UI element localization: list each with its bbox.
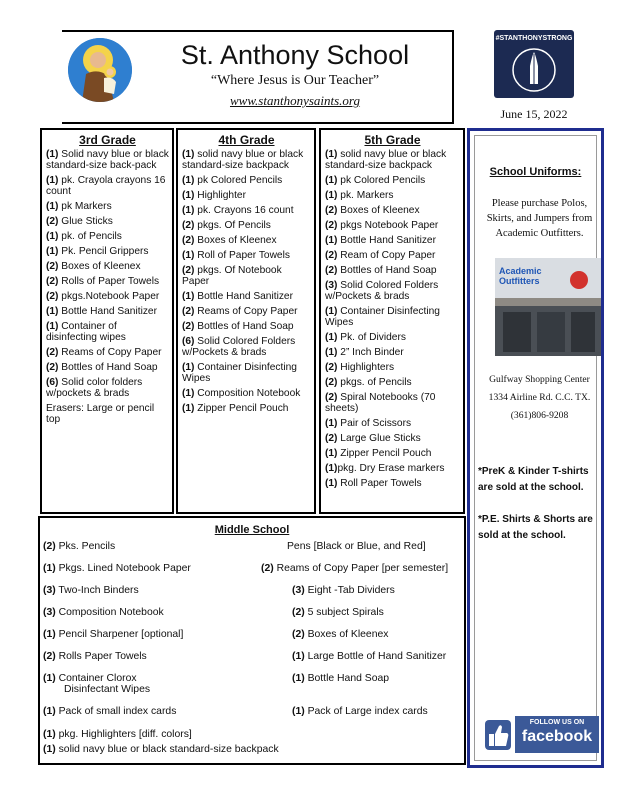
supply-item: (1) Bottle Hand Sanitizer bbox=[46, 306, 157, 317]
supply-item: (1) Composition Notebook bbox=[182, 388, 301, 399]
supply-item: (1) pk. Markers bbox=[325, 190, 394, 201]
supply-item: (1) Container of disinfecting wipes bbox=[46, 321, 126, 343]
supply-item: (2) Boxes of Kleenex bbox=[182, 235, 277, 246]
grade-3-column bbox=[40, 128, 174, 514]
supply-item: (2) Reams of Copy Paper bbox=[182, 306, 298, 317]
supply-item: (1) Zipper Pencil Pouch bbox=[182, 403, 289, 414]
supply-item: (1) solid navy blue or black standard-size backpack bbox=[182, 149, 304, 171]
supply-item: (6) Solid Colored Folders w/Pockets & brads bbox=[182, 336, 296, 358]
supply-item: (1) 2” Inch Binder bbox=[325, 347, 404, 358]
ms-item: (3) Two-Inch Binders bbox=[43, 585, 139, 596]
grade-5-title: 5th Grade bbox=[364, 133, 421, 147]
grade-4-column bbox=[176, 128, 316, 514]
supply-item: (2) pkgs Notebook Paper bbox=[325, 220, 439, 231]
ms-item: (2) 5 subject Spirals bbox=[292, 607, 384, 618]
uniforms-title: School Uniforms: bbox=[489, 166, 582, 178]
supply-item: (2) Bottles of Hand Soap bbox=[46, 362, 158, 373]
uniforms-description: Please purchase Polos, Skirts, and Jumpers from Academic Outfitters. bbox=[486, 198, 593, 239]
thumbs-up-icon bbox=[485, 720, 511, 750]
supply-item: (2) Glue Sticks bbox=[46, 216, 113, 227]
supply-item: (2) pkgs.Notebook Paper bbox=[46, 291, 160, 302]
middle-school-section bbox=[38, 516, 466, 765]
ms-item: (1) Large Bottle of Hand Sanitizer bbox=[292, 651, 447, 662]
supply-item: (1) solid navy blue or black standard-size backpack bbox=[325, 149, 447, 171]
ms-item: (1) Container Clorox bbox=[43, 673, 137, 684]
badge-hashtag: #STANTHONYSTRONG bbox=[495, 35, 573, 42]
store-location: Gulfway Shopping Center bbox=[489, 374, 590, 385]
supply-item: (2) pkgs. Of Pencils bbox=[182, 220, 271, 231]
grade-3-list bbox=[46, 149, 169, 425]
store-front-photo bbox=[495, 258, 601, 356]
ms-item: (1) Pack of small index cards bbox=[43, 706, 177, 717]
supply-item: (2) Rolls of Paper Towels bbox=[46, 276, 160, 287]
grade-4-title: 4th Grade bbox=[218, 133, 275, 147]
supply-item: (3) Solid Colored Folders w/Pockets & brads bbox=[325, 280, 439, 302]
supply-item: (1) pk. Crayons 16 count bbox=[182, 205, 294, 216]
middle-school-title: Middle School bbox=[214, 524, 290, 536]
supply-item: (1) Roll Paper Towels bbox=[325, 478, 422, 489]
supply-item: (1) Bottle Hand Sanitizer bbox=[325, 235, 436, 246]
grade-5-column bbox=[319, 128, 465, 514]
praying-hands-icon bbox=[494, 30, 574, 98]
ms-item: (2) Boxes of Kleenex bbox=[292, 629, 389, 640]
ms-item: (2) Pks. Pencils bbox=[43, 541, 116, 552]
supply-item: (1) Pk. Pencil Grippers bbox=[46, 246, 149, 257]
supply-item: (2) Bottles of Hand Soap bbox=[182, 321, 294, 332]
supply-item: (1) Bottle Hand Sanitizer bbox=[182, 291, 293, 302]
supply-item: (1) pk Markers bbox=[46, 201, 112, 212]
document-date: June 15, 2022 bbox=[500, 107, 568, 121]
prek-kinder-note: *PreK & Kinder T-shirts are sold at the school. bbox=[478, 466, 589, 493]
supply-item: (2) Large Glue Sticks bbox=[325, 433, 421, 444]
store-sign: Academic Outfitters bbox=[499, 266, 542, 286]
grade-4-list bbox=[182, 149, 311, 414]
ms-item: (1) Pack of Large index cards bbox=[292, 706, 428, 717]
uniform-panel bbox=[467, 128, 604, 768]
supply-item: (2) Boxes of Kleenex bbox=[46, 261, 141, 272]
fb-follow-text: FOLLOW US ON bbox=[529, 719, 585, 726]
saint-anthony-logo bbox=[68, 38, 132, 102]
supply-item: (1) Container Disinfecting Wipes bbox=[325, 306, 440, 328]
ms-item: (2) Rolls Paper Towels bbox=[43, 651, 147, 662]
facebook-wordmark: facebook bbox=[521, 728, 593, 745]
store-phone: (361)806-9208 bbox=[510, 410, 569, 421]
facebook-follow-banner[interactable] bbox=[485, 716, 599, 753]
ms-item: Pens [Black or Blue, and Red] bbox=[287, 541, 426, 552]
supply-item: (2) pkgs. Of Notebook Paper bbox=[182, 265, 282, 287]
school-website-link[interactable]: www.stanthonysaints.org bbox=[229, 93, 361, 108]
school-name: St. Anthony School bbox=[180, 40, 410, 70]
supply-item: (2) Highlighters bbox=[325, 362, 395, 373]
supply-item: (6) Solid color folders w/pockets & brads bbox=[46, 377, 143, 399]
grade-5-list bbox=[325, 149, 460, 489]
ms-item: (1) Bottle Hand Soap bbox=[292, 673, 390, 684]
supply-item: (1) Zipper Pencil Pouch bbox=[325, 448, 432, 459]
supply-item: (1) Pair of Scissors bbox=[325, 418, 412, 429]
stanthonystrong-badge bbox=[494, 30, 574, 98]
supply-item: Erasers: Large or pencil top bbox=[46, 403, 155, 425]
supply-item: (1) Container Disinfecting Wipes bbox=[182, 362, 297, 384]
ms-item: (1) Pencil Sharpener [optional] bbox=[43, 629, 184, 640]
supply-item: (1) pk Colored Pencils bbox=[182, 175, 283, 186]
supply-item: (1) Roll of Paper Towels bbox=[182, 250, 290, 261]
supply-item: (1) pk Colored Pencils bbox=[325, 175, 426, 186]
supply-item: (1) pk. of Pencils bbox=[46, 231, 122, 242]
supply-item: (2) Spiral Notebooks (70 sheets) bbox=[325, 392, 436, 414]
supply-item: (2) pkgs. of Pencils bbox=[325, 377, 412, 388]
ms-item: (1) Pkgs. Lined Notebook Paper bbox=[43, 563, 191, 574]
supply-item: (2) Boxes of Kleenex bbox=[325, 205, 420, 216]
supply-item: (2) Reams of Copy Paper bbox=[46, 347, 162, 358]
ms-item: (3) Eight -Tab Dividers bbox=[292, 585, 395, 596]
school-motto: “Where Jesus is Our Teacher” bbox=[210, 73, 380, 88]
supply-item: (2) Bottles of Hand Soap bbox=[325, 265, 437, 276]
supply-item: (1) Highlighter bbox=[182, 190, 246, 201]
supply-item: (1) pk. Crayola crayons 16 count bbox=[46, 175, 166, 197]
grade-3-title: 3rd Grade bbox=[79, 133, 136, 147]
pe-note: *P.E. Shirts & Shorts are sold at the school. bbox=[478, 514, 593, 541]
ms-item: (2) Reams of Copy Paper [per semester] bbox=[261, 563, 449, 574]
supply-item: (1) Pk. of Dividers bbox=[325, 332, 406, 343]
supply-item: (1)pkg. Dry Erase markers bbox=[325, 463, 445, 474]
ms-item: (1) pkg. Highlighters [diff. colors] bbox=[43, 729, 192, 740]
ms-item: (1) solid navy blue or black standard-size backpack bbox=[43, 744, 279, 755]
ms-item: (3) Composition Notebook bbox=[43, 607, 164, 618]
ms-item: Disinfectant Wipes bbox=[64, 684, 151, 695]
store-address: 1334 Airline Rd. C.C. TX. bbox=[488, 392, 591, 403]
facebook-logo-box bbox=[515, 716, 599, 753]
supply-item: (1) Solid navy blue or black standard-size back-pack bbox=[46, 149, 169, 171]
supply-item: (2) Ream of Copy Paper bbox=[325, 250, 436, 261]
uniform-panel-inner bbox=[474, 135, 597, 761]
